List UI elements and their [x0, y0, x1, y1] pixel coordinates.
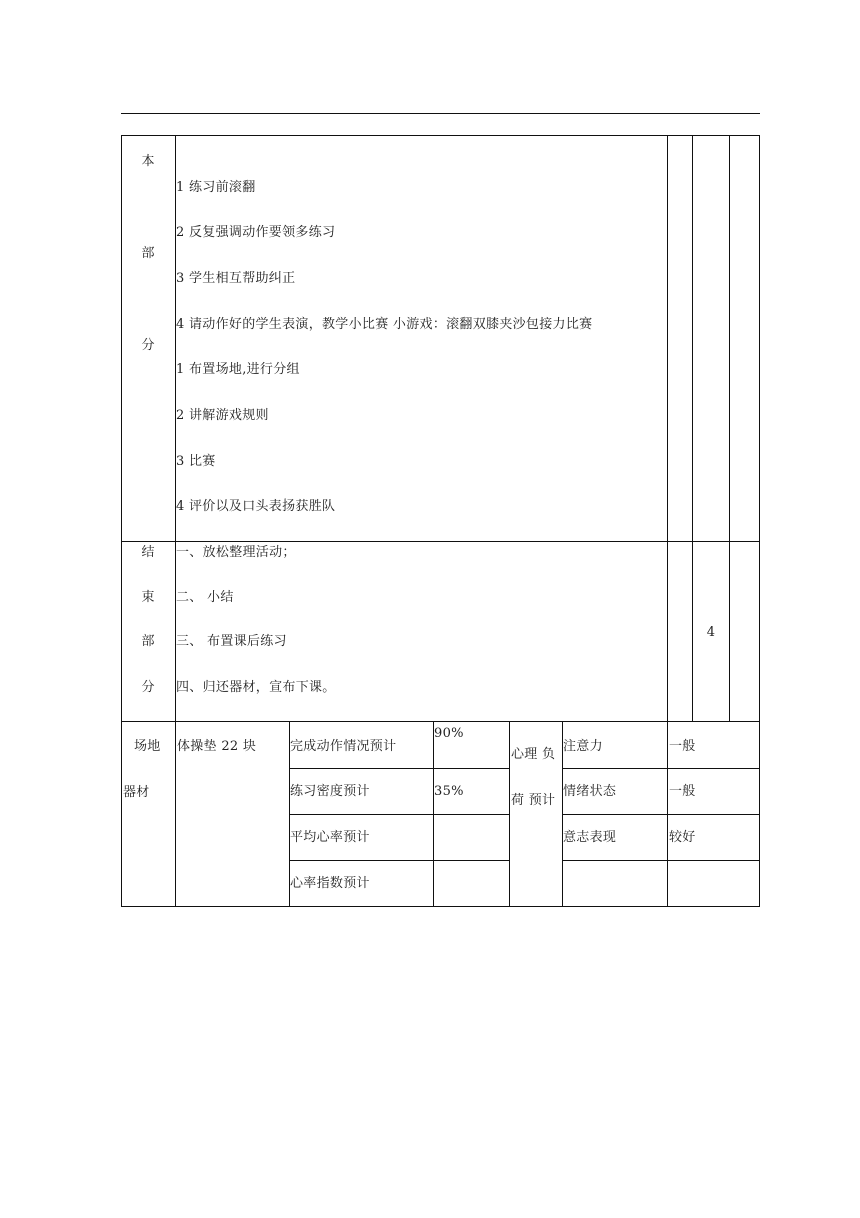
prediction-value: 35% — [434, 784, 464, 799]
main-section-label-char: 部 — [141, 246, 155, 261]
main-section-line: 3 学生相互帮助纠正 — [176, 271, 296, 286]
equipment-label: 器材 — [123, 785, 150, 800]
main-section-line: 3 比赛 — [176, 454, 216, 469]
end-section-label-char: 结 — [141, 545, 155, 560]
psych-item-label: 注意力 — [563, 739, 603, 754]
psych-item-label: 意志表现 — [563, 830, 617, 845]
prediction-label: 平均心率预计 — [290, 830, 370, 845]
main-section-line: 4 请动作好的学生表演，教学小比赛 小游戏：滚翻双膝夹沙包接力比赛 — [176, 317, 593, 332]
psych-load-label: 心理 负 — [511, 747, 556, 762]
end-section-line: 二、 小结 — [176, 590, 234, 605]
equipment-label: 场地 — [134, 739, 161, 754]
main-section-label-char: 分 — [141, 338, 155, 353]
end-section-label-char: 束 — [141, 590, 155, 605]
end-section-line: 三、 布置课后练习 — [176, 634, 287, 649]
psych-item-value: 较好 — [669, 830, 696, 845]
prediction-label: 练习密度预计 — [290, 784, 370, 799]
equipment-value: 体操垫 22 块 — [177, 739, 257, 754]
main-section-line: 1 布置场地,进行分组 — [176, 362, 300, 377]
end-section-line: 一、放松整理活动； — [176, 545, 296, 560]
psych-item-value: 一般 — [669, 784, 696, 799]
end-section-label-char: 部 — [141, 634, 155, 649]
main-section-line: 2 讲解游戏规则 — [176, 408, 269, 423]
prediction-label: 完成动作情况预计 — [290, 739, 397, 754]
end-section-label-char: 分 — [141, 680, 155, 695]
psych-item-value: 一般 — [669, 739, 696, 754]
main-section-label-char: 本 — [141, 154, 155, 169]
psych-load-label: 荷 预计 — [511, 793, 556, 808]
prediction-label: 心率指数预计 — [290, 876, 370, 891]
end-section-time: 4 — [706, 625, 716, 640]
main-section-line: 2 反复强调动作要领多练习 — [176, 225, 336, 240]
prediction-value: 90% — [434, 726, 464, 741]
main-section-line: 4 评价以及口头表扬获胜队 — [176, 499, 336, 514]
main-section-line: 1 练习前滚翻 — [176, 180, 256, 195]
end-section-line: 四、归还器材，宣布下课。 — [176, 680, 336, 695]
psych-item-label: 情绪状态 — [563, 784, 617, 799]
